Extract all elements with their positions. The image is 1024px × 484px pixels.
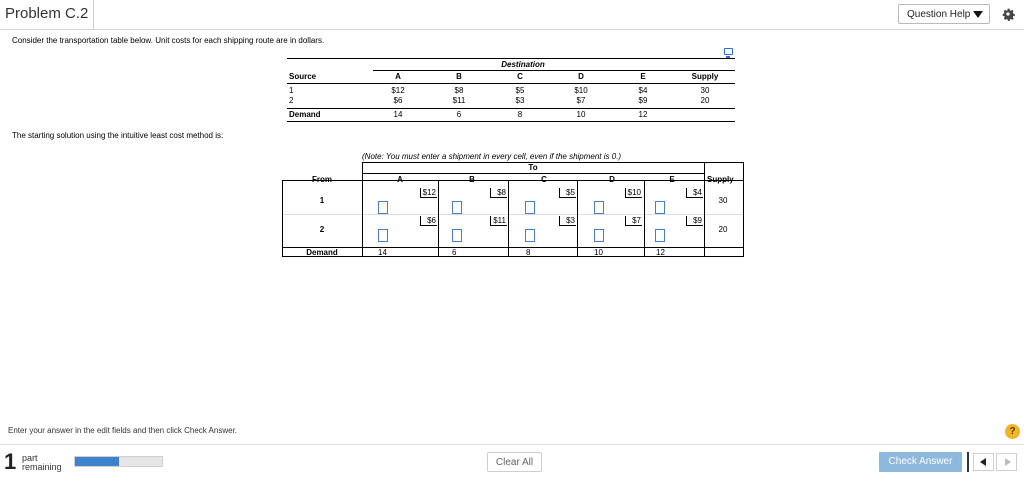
demand-label: Demand — [289, 110, 321, 119]
supply-header: Supply — [691, 72, 719, 81]
demand-b: 6 — [456, 110, 462, 119]
caret-down-icon — [973, 11, 983, 18]
cost-cell-2a: $6 — [420, 216, 437, 226]
shipment-input-2e[interactable] — [655, 229, 665, 242]
shipment-input-1e[interactable] — [655, 201, 665, 214]
shipment-input-2d[interactable] — [594, 229, 604, 242]
next-arrow-icon[interactable] — [996, 453, 1017, 471]
cost-cell-2e: $9 — [686, 216, 703, 226]
from-2: 2 — [319, 225, 325, 234]
footer-divider — [0, 444, 1024, 445]
demand-c: 8 — [517, 110, 523, 119]
shipment-input-1c[interactable] — [525, 201, 535, 214]
progress-bar — [74, 456, 163, 467]
cost-1c: $5 — [515, 86, 525, 95]
cost-2a: $6 — [393, 96, 403, 105]
shipment-input-2b[interactable] — [452, 229, 462, 242]
supply-2: 20 — [700, 96, 710, 105]
header-bar — [0, 0, 1024, 30]
col-header-c: C — [517, 72, 523, 81]
grid-demand-a: 14 — [378, 248, 387, 257]
previous-arrow-icon[interactable] — [973, 453, 994, 471]
progress-fill — [75, 457, 119, 466]
cost-2d: $7 — [576, 96, 586, 105]
col-header-d: D — [578, 72, 584, 81]
check-answer-button[interactable]: Check Answer — [879, 452, 962, 472]
grid-demand-c: 8 — [526, 248, 531, 257]
cost-2e: $9 — [638, 96, 648, 105]
part-label: part — [22, 453, 38, 463]
cost-cell-2b: $11 — [490, 216, 507, 226]
remaining-label: remaining — [22, 462, 62, 472]
grid-supply-1: 30 — [718, 196, 728, 205]
cost-cell-1b: $8 — [490, 188, 507, 198]
cost-1b: $8 — [454, 86, 464, 95]
shipment-note: (Note: You must enter a shipment in every cell, even if the shipment is 0.) — [362, 152, 622, 161]
grid-col-e: E — [669, 175, 675, 184]
cost-cell-1e: $4 — [686, 188, 703, 198]
supply-1: 30 — [700, 86, 710, 95]
print-icon[interactable] — [724, 48, 733, 55]
to-header: To — [528, 163, 538, 172]
shipment-input-1a[interactable] — [378, 201, 388, 214]
cost-1e: $4 — [638, 86, 648, 95]
cost-2b: $11 — [452, 96, 466, 105]
nav-divider — [967, 452, 969, 472]
grid-col-b: B — [469, 175, 475, 184]
demand-d: 10 — [576, 110, 586, 119]
cost-cell-1a: $12 — [420, 188, 437, 198]
col-header-e: E — [640, 72, 646, 81]
clear-all-button[interactable]: Clear All — [487, 452, 542, 472]
starting-solution-text: The starting solution using the intuitive least cost method is: — [12, 131, 224, 140]
from-1: 1 — [319, 196, 325, 205]
instruction-text: Enter your answer in the edit fields and then click Check Answer. — [8, 426, 238, 435]
col-header-a: A — [395, 72, 401, 81]
cost-2c: $3 — [515, 96, 525, 105]
cost-1a: $12 — [391, 86, 405, 95]
shipment-input-2a[interactable] — [378, 229, 388, 242]
cost-cell-2d: $7 — [625, 216, 642, 226]
source-2: 2 — [289, 96, 294, 105]
given-transportation-table — [287, 58, 735, 122]
cost-cell-1d: $10 — [625, 188, 642, 198]
parts-remaining-count: 1 — [4, 449, 17, 474]
question-help-button[interactable] — [898, 4, 990, 24]
grid-demand-label: Demand — [306, 248, 338, 257]
cost-cell-2c: $3 — [559, 216, 576, 226]
grid-supply-header: Supply — [707, 175, 734, 184]
destination-header: Destination — [501, 60, 545, 69]
source-1: 1 — [289, 86, 294, 95]
grid-col-d: D — [609, 175, 615, 184]
cost-cell-1c: $5 — [559, 188, 576, 198]
shipment-input-2c[interactable] — [525, 229, 535, 242]
gear-icon[interactable] — [999, 5, 1017, 23]
solution-grid — [282, 162, 744, 257]
grid-demand-d: 10 — [594, 248, 603, 257]
question-help-label: Question Help — [907, 9, 971, 20]
shipment-input-1b[interactable] — [452, 201, 462, 214]
demand-a: 14 — [393, 110, 403, 119]
col-header-b: B — [456, 72, 462, 81]
demand-e: 12 — [638, 110, 648, 119]
from-header: From — [312, 175, 332, 184]
shipment-input-1d[interactable] — [594, 201, 604, 214]
grid-col-a: A — [397, 175, 403, 184]
problem-intro: Consider the transportation table below. Unit costs for each shipping route are in dollars. — [12, 36, 325, 45]
cost-1d: $10 — [574, 86, 588, 95]
grid-demand-e: 12 — [656, 248, 665, 257]
grid-supply-2: 20 — [718, 225, 728, 234]
grid-demand-b: 6 — [452, 248, 457, 257]
problem-title: Problem C.2 — [0, 0, 94, 29]
help-icon[interactable]: ? — [1005, 424, 1020, 439]
grid-col-c: C — [541, 175, 547, 184]
source-header: Source — [289, 72, 317, 81]
